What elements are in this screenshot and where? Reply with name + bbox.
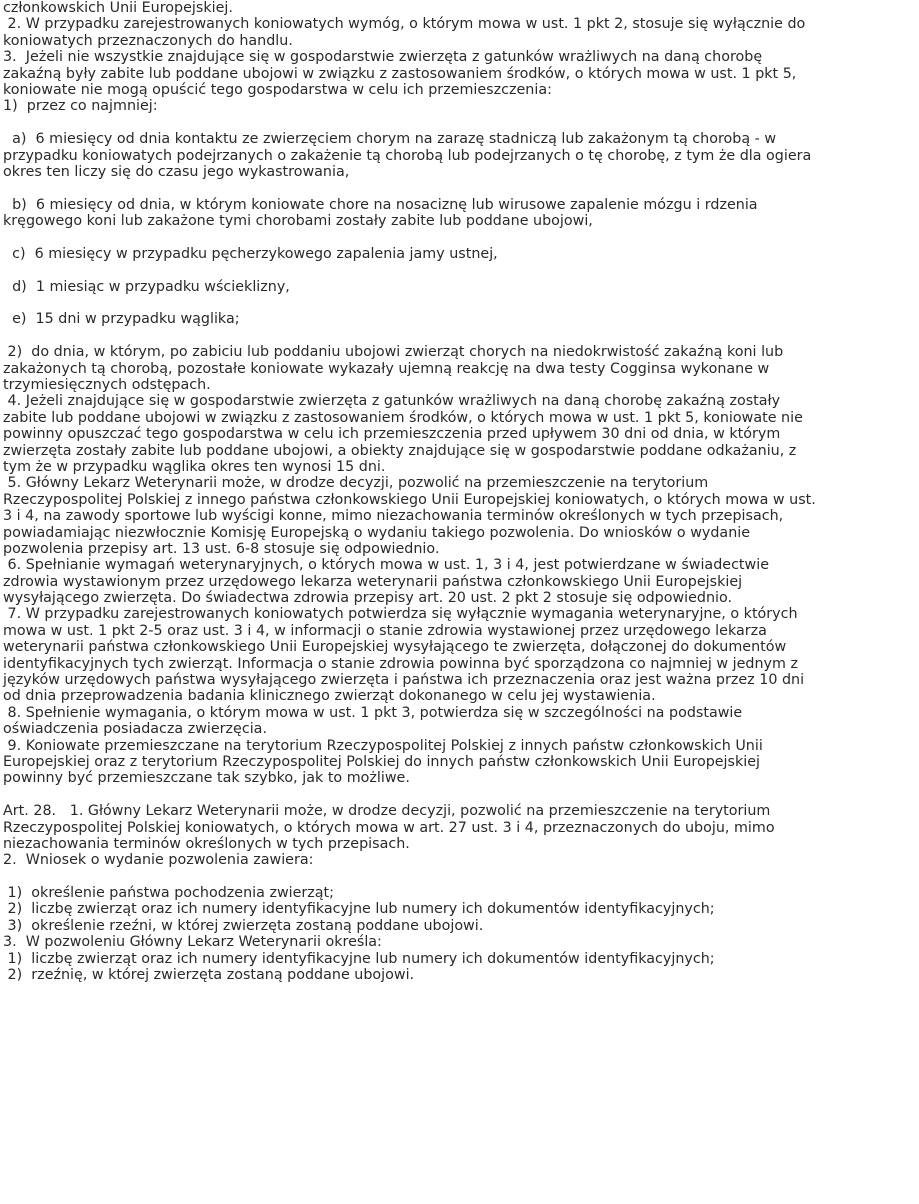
text-line: identyfikacyjnych tych zwierząt. Informacja o stanie zdrowia powinna być sporządzona co najmniej w jednym z bbox=[3, 655, 798, 672]
text-line: wysyłającego zwierzęta. Do świadectwa zdrowia przepisy art. 20 ust. 2 pkt 2 stosuje się odpowiednio. bbox=[3, 590, 733, 607]
text-line: okres ten liczy się do czasu jego wykastrowania, bbox=[3, 163, 350, 180]
text-line: 2) do dnia, w którym, po zabiciu lub poddaniu ubojowi zwierząt chorych na niedokrwistość zakaźną koni lub bbox=[3, 344, 784, 361]
text-line: zdrowia wystawionym przez urzędowego lekarza weterynarii państwa członkowskiego Unii Europejskiej bbox=[3, 573, 743, 590]
list-item-d: d) 1 miesiąc w przypadku wścieklizny, bbox=[3, 278, 290, 295]
text-line: od dnia przeprowadzenia badania klinicznego zwierząt dokonanego w celu jej wystawienia. bbox=[3, 688, 656, 705]
text-line: Rzeczypospolitej Polskiej z innego państwa członkowskiego Unii Europejskiej koniowatych, o których mowa w ust. bbox=[3, 491, 816, 508]
text-line: tym że w przypadku wąglika okres ten wynosi 15 dni. bbox=[3, 458, 386, 475]
text-line: b) 6 miesięcy od dnia, w którym koniowate chore na nosaciznę lub wirusowe zapalenie mózgu i rdzenia bbox=[3, 196, 758, 213]
text-line: zakażonych tą chorobą, pozostałe koniowate wykazały ujemną reakcję na dwa testy Cogginsa wykonane w bbox=[3, 360, 770, 377]
text-line: powiadamiając niezwłocznie Komisję Europejską o wydaniu takiego pozwolenia. Do wniosków o wydanie bbox=[3, 524, 751, 541]
document-body bbox=[3, 0, 917, 983]
article-28-heading-block bbox=[3, 803, 917, 869]
text-line: Europejskiej oraz z terytorium Rzeczypospolitej Polskiej do innych państw członkowskich Unii Europejskiej bbox=[3, 753, 761, 770]
list-item-a bbox=[3, 131, 917, 180]
article-28-list-block bbox=[3, 885, 917, 983]
text-line: kręgowego koni lub zakażone tymi chorobami zostały zabite lub poddane ubojowi, bbox=[3, 213, 593, 230]
text-line: pozwolenia przepisy art. 13 ust. 6-8 stosuje się odpowiednio. bbox=[3, 540, 440, 557]
text-line: 1) liczbę zwierząt oraz ich numery identyfikacyjne lub numery ich dokumentów identyfikacyjnych; bbox=[3, 950, 715, 967]
text-line: języków urzędowych państwa wysyłającego zwierzęta i państwa ich przeznaczenia oraz jest ważna przez 10 dni bbox=[3, 672, 805, 689]
text-line: Art. 28. 1. Główny Lekarz Weterynarii może, w drodze decyzji, pozwolić na przemieszczenie na terytorium bbox=[3, 803, 771, 820]
text-line: 4. Jeżeli znajdujące się w gospodarstwie zwierzęta z gatunków wrażliwych na daną chorobę zakaźną zostały bbox=[3, 393, 781, 410]
text-line: a) 6 miesięcy od dnia kontaktu ze zwierzęciem chorym na zarazę stadniczą lub zakażonym tą chorobą - w bbox=[3, 131, 777, 148]
list-item-b bbox=[3, 197, 917, 230]
text-line: 3) określenie rzeźni, w której zwierzęta zostaną poddane ubojowi. bbox=[3, 917, 484, 934]
paragraph-block-b bbox=[3, 344, 917, 787]
text-line: 5. Główny Lekarz Weterynarii może, w drodze decyzji, pozwolić na przemieszczenie na terytorium bbox=[3, 475, 709, 492]
text-line: zabite lub poddane ubojowi w związku z zastosowaniem środków, o których mowa w ust. 1 pkt 5, koniowate nie bbox=[3, 409, 803, 426]
text-line: 2) rzeźnię, w której zwierzęta zostaną poddane ubojowi. bbox=[3, 967, 415, 984]
text-line: 3. Jeżeli nie wszystkie znajdujące się w gospodarstwie zwierzęta z gatunków wrażliwych na daną chorobę bbox=[3, 49, 763, 66]
text-line: członkowskich Unii Europejskiej. bbox=[3, 0, 233, 16]
paragraph-block-a bbox=[3, 0, 917, 115]
text-line: zakaźną były zabite lub poddane ubojowi w związku z zastosowaniem środków, o których mowa w ust. 1 pkt 5, bbox=[3, 65, 797, 82]
text-line: 3. W pozwoleniu Główny Lekarz Weterynarii określa: bbox=[3, 934, 382, 951]
text-line: 2. Wniosek o wydanie pozwolenia zawiera: bbox=[3, 852, 314, 869]
text-line: mowa w ust. 1 pkt 2-5 oraz ust. 3 i 4, w informacji o stanie zdrowia wystawionej przez urzędowego lekarza bbox=[3, 622, 767, 639]
text-line: powinny być przemieszczane tak szybko, jak to możliwe. bbox=[3, 770, 410, 787]
list-item-c: c) 6 miesięcy w przypadku pęcherzykowego zapalenia jamy ustnej, bbox=[3, 245, 498, 262]
text-line: 2. W przypadku zarejestrowanych koniowatych wymóg, o którym mowa w ust. 1 pkt 2, stosuje się wyłącznie do bbox=[3, 16, 806, 33]
text-line: 7. W przypadku zarejestrowanych koniowatych potwierdza się wyłącznie wymagania weterynaryjne, o których bbox=[3, 606, 798, 623]
text-line: przypadku koniowatych podejrzanych o zakażenie tą chorobą lub podejrzanych o tę chorobę, z tym że dla ogiera bbox=[3, 147, 812, 164]
text-line: oświadczenia posiadacza zwierzęcia. bbox=[3, 721, 267, 738]
text-line: 3 i 4, na zawody sportowe lub wyścigi konne, mimo niezachowania terminów określonych w tych przepisach, bbox=[3, 508, 784, 525]
text-line: Rzeczypospolitej Polskiej koniowatych, o których mowa w art. 27 ust. 3 i 4, przeznaczonych do uboju, mimo bbox=[3, 819, 775, 836]
text-line: weterynarii państwa członkowskiego Unii Europejskiej wysyłającego te zwierzęta, dołączonej do dokumentów bbox=[3, 639, 787, 656]
text-line: niezachowania terminów określonych w tych przepisach. bbox=[3, 835, 410, 852]
text-line: 8. Spełnienie wymagania, o którym mowa w ust. 1 pkt 3, potwierdza się w szczególności na podstawie bbox=[3, 704, 743, 721]
text-line: powinny opuszczać tego gospodarstwa w celu ich przemieszczenia przed upływem 30 dni od dnia, w którym bbox=[3, 426, 781, 443]
text-line: 2) liczbę zwierząt oraz ich numery identyfikacyjne lub numery ich dokumentów identyfikacyjnych; bbox=[3, 901, 715, 918]
text-line: trzymiesięcznych odstępach. bbox=[3, 376, 211, 393]
text-line: 1) przez co najmniej: bbox=[3, 98, 158, 115]
text-line: 6. Spełnianie wymagań weterynaryjnych, o których mowa w ust. 1, 3 i 4, jest potwierdzane w świadectwie bbox=[3, 557, 769, 574]
text-line: 1) określenie państwa pochodzenia zwierząt; bbox=[3, 885, 334, 902]
text-line: koniowate nie mogą opuścić tego gospodarstwa w celu ich przemieszczenia: bbox=[3, 81, 552, 98]
text-line: zwierzęta zostały zabite lub poddane ubojowi, a obiekty znajdujące się w gospodarstwie poddane odkażaniu, z bbox=[3, 442, 797, 459]
list-item-e: e) 15 dni w przypadku wąglika; bbox=[3, 311, 240, 328]
text-line: koniowatych przeznaczonych do handlu. bbox=[3, 32, 293, 49]
text-line: 9. Koniowate przemieszczane na terytorium Rzeczypospolitej Polskiej z innych państw członkowskich Unii bbox=[3, 737, 763, 754]
